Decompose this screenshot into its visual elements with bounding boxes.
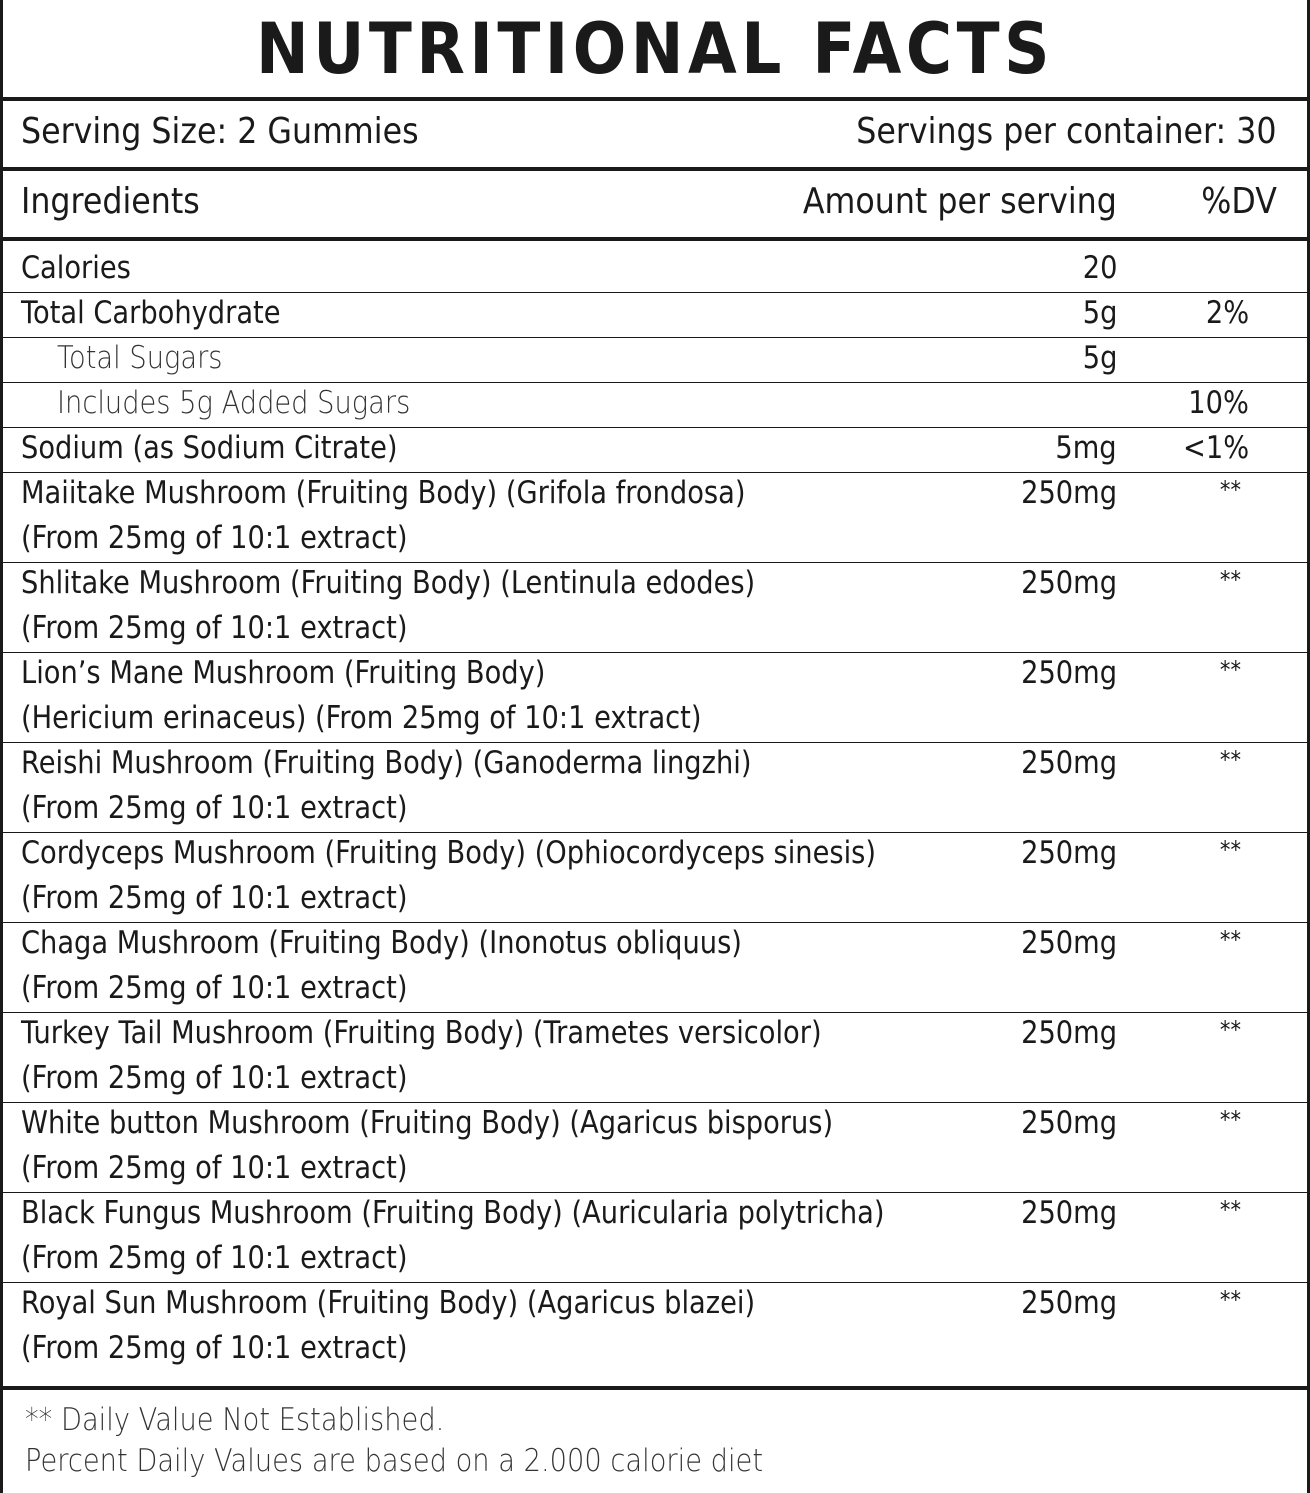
row-dv: <1% bbox=[1182, 430, 1249, 466]
row-name-extract: (From 25mg of 10:1 extract) bbox=[21, 520, 408, 556]
row-divider bbox=[3, 292, 1307, 293]
row-divider bbox=[3, 382, 1307, 383]
row-name: Lion’s Mane Mushroom (Fruiting Body) bbox=[21, 655, 546, 691]
row-name: Reishi Mushroom (Fruiting Body) (Ganoderma lingzhi) bbox=[21, 745, 752, 781]
row-name: Royal Sun Mushroom (Fruiting Body) (Agaricus blazei) bbox=[21, 1285, 756, 1321]
title-divider bbox=[3, 97, 1307, 101]
row-dv: 2% bbox=[1205, 295, 1249, 331]
row-amount: 250mg bbox=[1021, 1105, 1117, 1141]
row-amount: 20 bbox=[1082, 250, 1117, 286]
footnote-daily-value: ** Daily Value Not Established. bbox=[25, 1402, 445, 1438]
row-name: Total Carbohydrate bbox=[21, 295, 281, 331]
row-divider bbox=[3, 742, 1307, 743]
row-divider bbox=[3, 1192, 1307, 1193]
row-name: Shlitake Mushroom (Fruiting Body) (Lentinula edodes) bbox=[21, 565, 756, 601]
row-dv: ** bbox=[1219, 656, 1241, 684]
serving-size: Serving Size: 2 Gummies bbox=[21, 111, 419, 152]
row-divider bbox=[3, 1012, 1307, 1013]
row-divider bbox=[3, 1282, 1307, 1283]
row-name: Black Fungus Mushroom (Fruiting Body) (Auricularia polytricha) bbox=[21, 1195, 885, 1231]
row-divider bbox=[3, 1102, 1307, 1103]
row-dv: ** bbox=[1219, 1196, 1241, 1224]
row-dv: ** bbox=[1219, 926, 1241, 954]
row-name-extract: (Hericium erinaceus) (From 25mg of 10:1 extract) bbox=[21, 700, 702, 736]
header-divider bbox=[3, 237, 1307, 241]
row-dv: 10% bbox=[1188, 385, 1249, 421]
row-amount: 5g bbox=[1082, 295, 1117, 331]
row-dv: ** bbox=[1219, 746, 1241, 774]
servings-per-container: Servings per container: 30 bbox=[856, 111, 1277, 152]
row-amount: 250mg bbox=[1021, 1015, 1117, 1051]
row-dv: ** bbox=[1219, 1106, 1241, 1134]
row-divider bbox=[3, 562, 1307, 563]
footer-divider bbox=[3, 1386, 1307, 1390]
row-divider bbox=[3, 652, 1307, 653]
row-divider bbox=[3, 472, 1307, 473]
row-name-extract: (From 25mg of 10:1 extract) bbox=[21, 1150, 408, 1186]
row-name-extract: (From 25mg of 10:1 extract) bbox=[21, 1330, 408, 1366]
row-amount: 250mg bbox=[1021, 925, 1117, 961]
row-dv: ** bbox=[1219, 836, 1241, 864]
column-header-amount: Amount per serving bbox=[802, 181, 1117, 222]
row-amount: 250mg bbox=[1021, 1285, 1117, 1321]
row-name-extract: (From 25mg of 10:1 extract) bbox=[21, 1240, 408, 1276]
row-amount: 5g bbox=[1082, 340, 1117, 376]
row-name-extract: (From 25mg of 10:1 extract) bbox=[21, 610, 408, 646]
row-dv: ** bbox=[1219, 1286, 1241, 1314]
row-name-extract: (From 25mg of 10:1 extract) bbox=[21, 880, 408, 916]
row-name: Maiitake Mushroom (Fruiting Body) (Grifola frondosa) bbox=[21, 475, 746, 511]
row-name: Total Sugars bbox=[57, 340, 223, 376]
row-amount: 250mg bbox=[1021, 835, 1117, 871]
row-divider bbox=[3, 427, 1307, 428]
row-dv: ** bbox=[1219, 566, 1241, 594]
row-amount: 250mg bbox=[1021, 655, 1117, 691]
row-name: Calories bbox=[21, 250, 131, 286]
row-name-extract: (From 25mg of 10:1 extract) bbox=[21, 970, 408, 1006]
row-divider bbox=[3, 922, 1307, 923]
row-name: Sodium (as Sodium Citrate) bbox=[21, 430, 398, 466]
footnote-calorie-diet: Percent Daily Values are based on a 2.000 calorie diet bbox=[25, 1443, 764, 1479]
row-name: Cordyceps Mushroom (Fruiting Body) (Ophiocordyceps sinesis) bbox=[21, 835, 877, 871]
row-amount: 250mg bbox=[1021, 745, 1117, 781]
row-name: Turkey Tail Mushroom (Fruiting Body) (Trametes versicolor) bbox=[21, 1015, 822, 1051]
row-divider bbox=[3, 832, 1307, 833]
row-amount: 250mg bbox=[1021, 565, 1117, 601]
row-amount: 250mg bbox=[1021, 1195, 1117, 1231]
column-header-dv: %DV bbox=[1201, 181, 1277, 222]
column-header-ingredients: Ingredients bbox=[21, 181, 200, 222]
row-name: White button Mushroom (Fruiting Body) (Agaricus bisporus) bbox=[21, 1105, 834, 1141]
row-amount: 250mg bbox=[1021, 475, 1117, 511]
row-name: Chaga Mushroom (Fruiting Body) (Inonotus obliquus) bbox=[21, 925, 742, 961]
row-divider bbox=[3, 337, 1307, 338]
row-name-extract: (From 25mg of 10:1 extract) bbox=[21, 1060, 408, 1096]
panel-title: NUTRITIONAL FACTS bbox=[256, 7, 1054, 90]
serving-divider bbox=[3, 167, 1307, 171]
row-amount: 5mg bbox=[1055, 430, 1117, 466]
row-name: Includes 5g Added Sugars bbox=[57, 385, 411, 421]
row-name-extract: (From 25mg of 10:1 extract) bbox=[21, 790, 408, 826]
row-dv: ** bbox=[1219, 1016, 1241, 1044]
row-dv: ** bbox=[1219, 476, 1241, 504]
